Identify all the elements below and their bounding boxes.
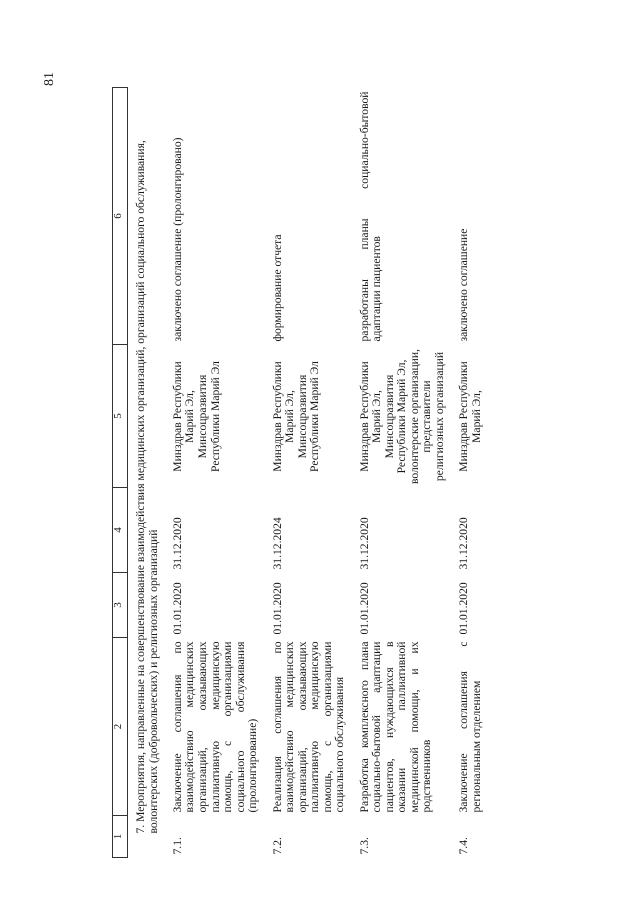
- start-date: 01.01.2020: [270, 582, 284, 635]
- page-number: 81: [42, 72, 57, 86]
- measure-name: Разработка комплексного плана социально-бытовой адаптации пациентов, нуждающихся в оказании паллиативной медицинской помощи, и их родственников: [357, 641, 434, 813]
- start-date: 01.01.2020: [457, 582, 471, 635]
- table-row: [456, 88, 485, 858]
- expected-result: заключено соглашение: [457, 228, 471, 342]
- row-number: 7.4.: [457, 837, 471, 855]
- end-date: 31.12.2020: [357, 517, 371, 570]
- header-col-6: 6: [113, 88, 128, 345]
- measure-name: Заключение соглашения по взаимодействию медицинских организаций, оказывающих паллиативную медицинскую помощь, с организациями социального обслуживания (пролонгирование): [170, 641, 260, 813]
- row-number: 7.2.: [270, 837, 284, 855]
- start-date: 01.01.2020: [357, 582, 371, 635]
- start-date: 01.01.2020: [170, 582, 184, 635]
- measures-table: [112, 87, 485, 858]
- section-row: [128, 88, 170, 858]
- header-col-5: 5: [113, 345, 128, 488]
- table-row: [170, 88, 270, 858]
- table-row: [357, 88, 457, 858]
- row-number: 7.1.: [170, 837, 184, 855]
- header-col-3: 3: [113, 573, 128, 638]
- row-number: 7.3.: [357, 837, 371, 855]
- column-number-header: [113, 88, 128, 858]
- measure-name: Заключение соглашения с региональным отделением: [457, 641, 483, 813]
- executor: Минздрав Республики Марий Эл, Минсоцразвития Республики Марий Эл: [170, 361, 222, 472]
- expected-result: разработаны планы социально-бытовой адаптации пациентов: [357, 91, 384, 342]
- rotated-page-content: [112, 88, 637, 858]
- header-col-2: 2: [113, 638, 128, 816]
- executor: Минздрав Республики Марий Эл, Минсоцразвития Республики Марий Эл, волонтерские организации, представители религиозных организаций: [357, 349, 446, 485]
- end-date: 31.12.2020: [170, 517, 184, 570]
- executor: Минздрав Республики Марий Эл, Минсоцразвития Республики Марий Эл: [270, 361, 322, 472]
- end-date: 31.12.2020: [457, 517, 471, 570]
- expected-result: формирование отчета: [270, 234, 284, 342]
- executor: Минздрав Республики Марий Эл,: [457, 361, 483, 472]
- expected-result: заключено соглашение (пролонгировано): [170, 137, 184, 342]
- measure-name: Реализация соглашения по взаимодействию медицинских организаций, оказывающих паллиативную медицинскую помощь, с организациями социального обслуживания: [270, 641, 347, 813]
- table-row: [270, 88, 357, 858]
- section-title: 7. Мероприятия, направленные на совершенствование взаимодействия медицинских организаций, организаций социального обслуживания, волонтерских (добровольческих) и религиозных организаций: [134, 140, 160, 834]
- header-col-4: 4: [113, 488, 128, 573]
- header-col-1: 1: [113, 816, 128, 858]
- end-date: 31.12.2024: [270, 517, 284, 570]
